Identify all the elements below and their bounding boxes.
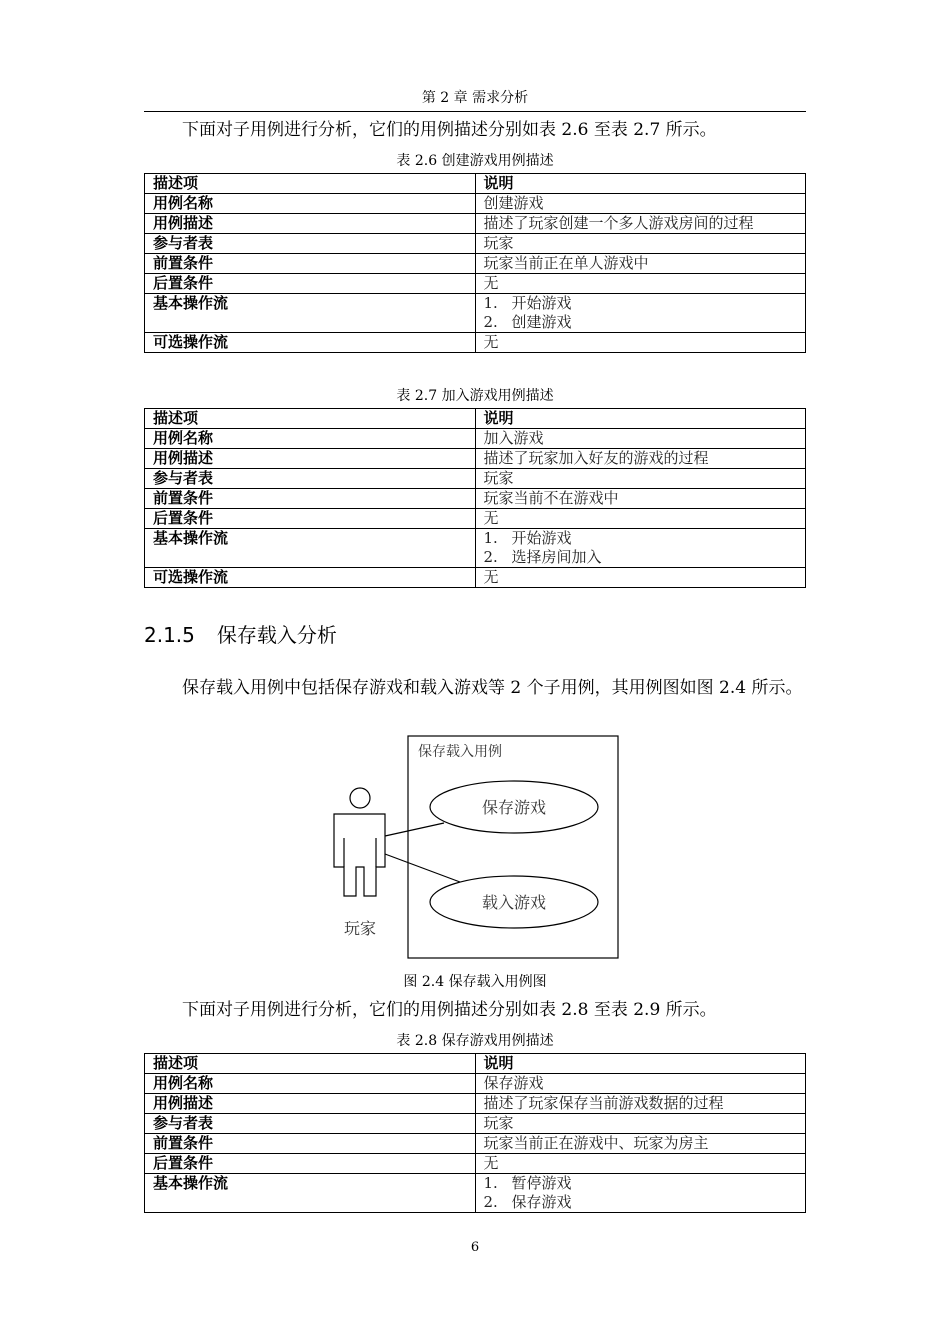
row-value: 描述了玩家创建一个多人游戏房间的过程 — [475, 214, 806, 234]
use-case-diagram — [320, 730, 630, 962]
table-row — [145, 234, 806, 254]
usecase-load-label: 载入游戏 — [481, 893, 547, 912]
table-2-6-caption: 表 2.6 创建游戏用例描述 — [396, 153, 554, 169]
row-key: 用例描述 — [145, 214, 476, 234]
row-key: 前置条件 — [145, 1134, 476, 1154]
row-value: 无 — [475, 1154, 806, 1174]
table-row — [145, 294, 806, 333]
table-row — [145, 489, 806, 509]
table-2-7 — [144, 408, 806, 588]
header-rule — [144, 111, 806, 112]
table-row — [145, 568, 806, 588]
row-value: 无 — [475, 333, 806, 353]
table-row — [145, 1134, 806, 1154]
row-value: 玩家 — [475, 1114, 806, 1134]
row-value: 加入游戏 — [475, 429, 806, 449]
table-row — [145, 469, 806, 489]
table-2-8-caption: 表 2.8 保存游戏用例描述 — [396, 1033, 554, 1049]
row-key: 后置条件 — [145, 274, 476, 294]
row-key: 参与者表 — [145, 234, 476, 254]
row-key: 用例名称 — [145, 429, 476, 449]
row-key: 基本操作流 — [145, 529, 476, 568]
table-2-7-caption: 表 2.7 加入游戏用例描述 — [396, 388, 554, 404]
figure-2-4-caption: 图 2.4 保存载入用例图 — [403, 974, 547, 990]
table-row — [145, 449, 806, 469]
association-line-load — [385, 854, 460, 882]
table-row — [145, 1114, 806, 1134]
table-header-value: 说明 — [475, 174, 806, 194]
row-key: 可选操作流 — [145, 568, 476, 588]
table-row — [145, 1174, 806, 1213]
flow-steps: 1. 开始游戏 2. 选择房间加入 — [475, 529, 806, 568]
row-value: 描述了玩家保存当前游戏数据的过程 — [475, 1094, 806, 1114]
system-boundary — [408, 736, 618, 958]
table-row — [145, 194, 806, 214]
row-value: 玩家当前正在游戏中、玩家为房主 — [475, 1134, 806, 1154]
table-row — [145, 214, 806, 234]
table-row — [145, 254, 806, 274]
row-value: 保存游戏 — [475, 1074, 806, 1094]
table-row — [145, 174, 806, 194]
table-row — [145, 1074, 806, 1094]
actor-label: 玩家 — [343, 919, 377, 938]
table-row — [145, 274, 806, 294]
table-row — [145, 409, 806, 429]
table-row — [145, 509, 806, 529]
row-value: 无 — [475, 274, 806, 294]
paragraph-2: 保存载入用例中包括保存游戏和载入游戏等 2 个子用例，其用例图如图 2.4 所示。 — [182, 678, 803, 698]
row-value: 创建游戏 — [475, 194, 806, 214]
page-number: 6 — [470, 1240, 480, 1255]
table-header-key: 描述项 — [145, 409, 476, 429]
table-row — [145, 1054, 806, 1074]
table-row — [145, 1094, 806, 1114]
row-value: 玩家当前正在单人游戏中 — [475, 254, 806, 274]
row-value: 无 — [475, 568, 806, 588]
row-value: 玩家当前不在游戏中 — [475, 489, 806, 509]
table-row — [145, 429, 806, 449]
row-key: 参与者表 — [145, 1114, 476, 1134]
row-key: 基本操作流 — [145, 294, 476, 333]
table-header-key: 描述项 — [145, 1054, 476, 1074]
row-value: 玩家 — [475, 234, 806, 254]
row-key: 用例名称 — [145, 1074, 476, 1094]
flow-steps: 1. 暂停游戏 2. 保存游戏 — [475, 1174, 806, 1213]
table-header-value: 说明 — [475, 1054, 806, 1074]
row-key: 基本操作流 — [145, 1174, 476, 1213]
table-header-key: 描述项 — [145, 174, 476, 194]
flow-steps: 1. 开始游戏 2. 创建游戏 — [475, 294, 806, 333]
section-title: 保存载入分析 — [216, 623, 337, 647]
table-header-value: 说明 — [475, 409, 806, 429]
row-key: 用例描述 — [145, 449, 476, 469]
running-header: 第 2 章 需求分析 — [421, 90, 529, 106]
row-value: 无 — [475, 509, 806, 529]
section-heading — [144, 620, 337, 650]
row-value: 玩家 — [475, 469, 806, 489]
intro-paragraph-2: 下面对子用例进行分析，它们的用例描述分别如表 2.8 至表 2.9 所示。 — [182, 1000, 717, 1020]
row-key: 后置条件 — [145, 1154, 476, 1174]
actor-icon — [334, 788, 385, 896]
table-row — [145, 333, 806, 353]
table-2-8 — [144, 1053, 806, 1213]
association-line-save — [385, 823, 444, 836]
row-key: 用例描述 — [145, 1094, 476, 1114]
table-2-6 — [144, 173, 806, 353]
row-key: 可选操作流 — [145, 333, 476, 353]
usecase-save-label: 保存游戏 — [481, 798, 547, 817]
row-key: 用例名称 — [145, 194, 476, 214]
intro-paragraph-1: 下面对子用例进行分析，它们的用例描述分别如表 2.6 至表 2.7 所示。 — [182, 120, 717, 140]
row-value: 描述了玩家加入好友的游戏的过程 — [475, 449, 806, 469]
row-key: 前置条件 — [145, 489, 476, 509]
system-label: 保存载入用例 — [418, 744, 502, 760]
row-key: 后置条件 — [145, 509, 476, 529]
section-number: 2.1.5 — [144, 623, 195, 647]
table-row — [145, 1154, 806, 1174]
table-row — [145, 529, 806, 568]
row-key: 前置条件 — [145, 254, 476, 274]
row-key: 参与者表 — [145, 469, 476, 489]
